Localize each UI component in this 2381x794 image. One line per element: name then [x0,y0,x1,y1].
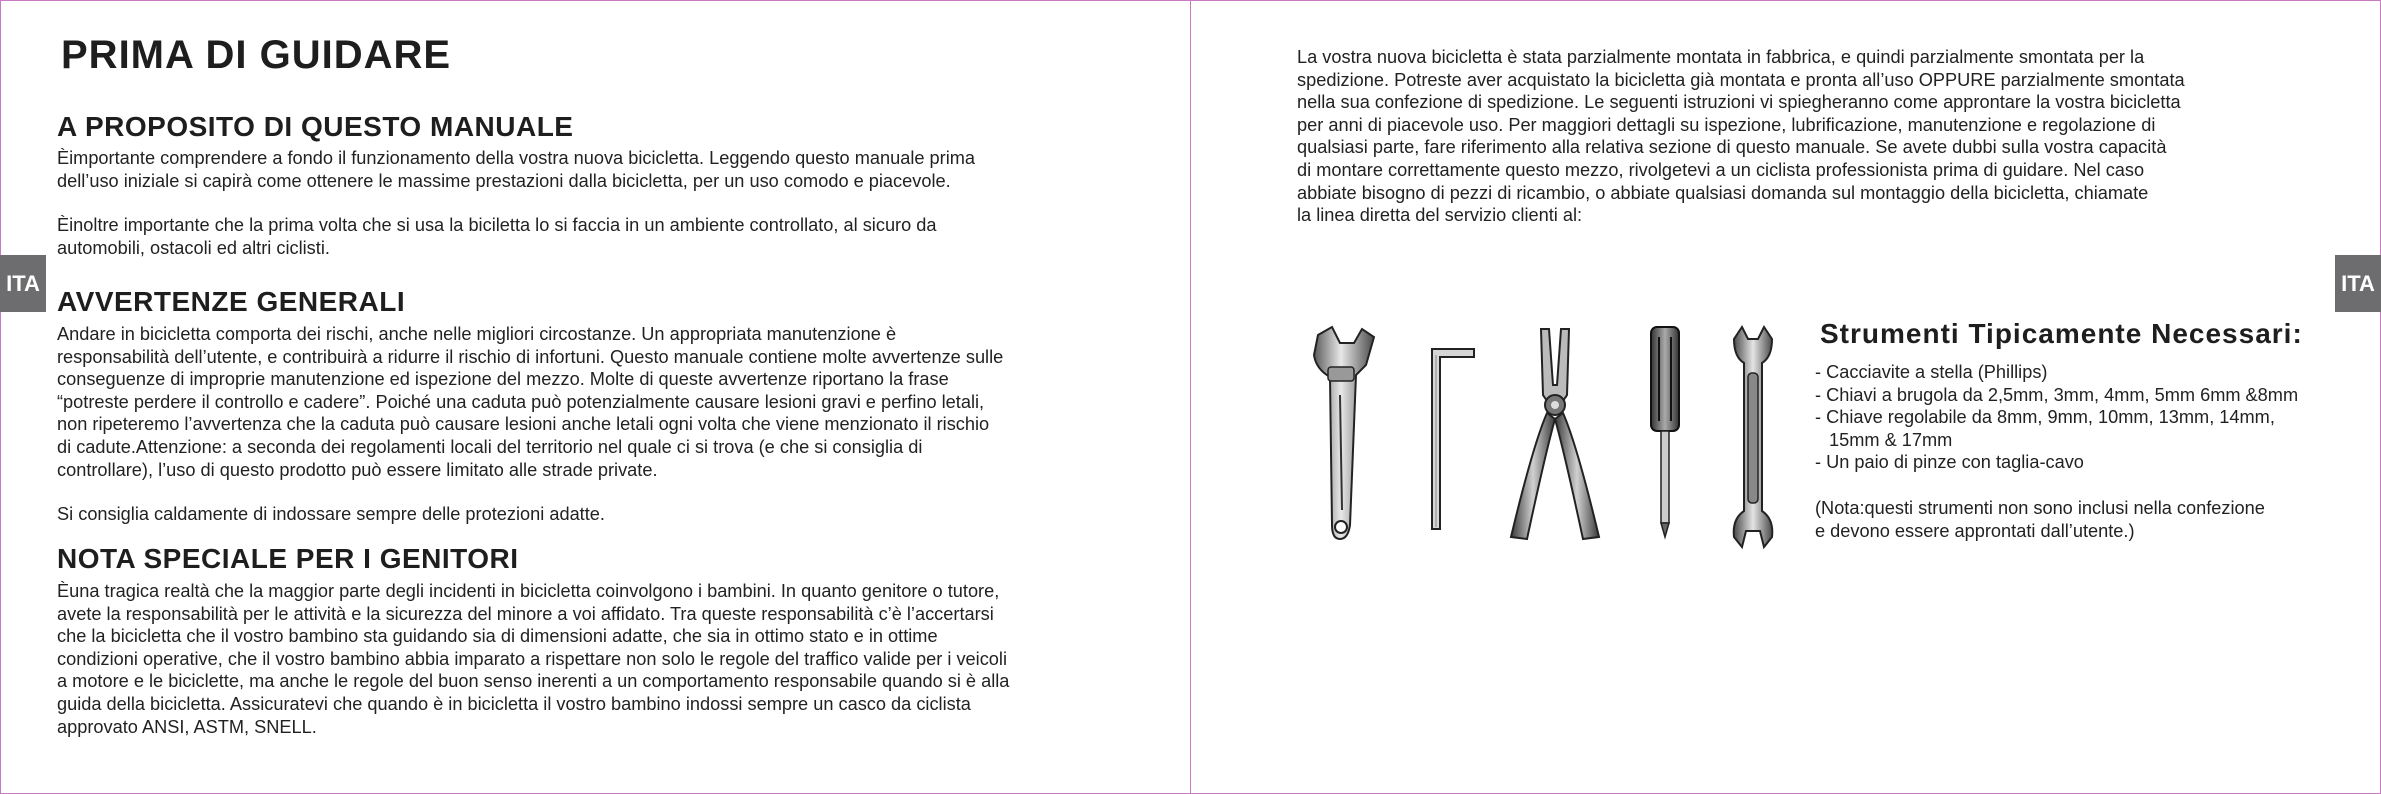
tool-item-screwdriver: - Cacciavite a stella (Phillips) [1815,362,2048,382]
page-title: PRIMA DI GUIDARE [61,33,452,77]
tools-list [1815,361,2298,474]
section-heading-manuale: A PROPOSITO DI QUESTO MANUALE [57,111,574,142]
language-tab-left: ITA [0,255,46,312]
paragraph-manuale-2: Èinoltre importante che la prima volta che si usa la biciletta lo si faccia in un ambiente controllato, al sicuro da automobili, ostacoli ed altri ciclisti. [57,215,937,258]
paragraph-avvertenze-2: Si consiglia caldamente di indossare sempre delle protezioni adatte. [57,504,605,524]
tool-item-pliers: - Un paio di pinze con taglia-cavo [1815,452,2084,473]
tool-item-allen-keys: - Chiavi a brugola da 2,5mm, 3mm, 4mm, 5mm 6mm &8mm [1815,384,2299,405]
intro-paragraph: La vostra nuova bicicletta è stata parzialmente montata in fabbrica, e quindi parzialmente smontata per la spedizione. Potreste aver acquistato la bicicletta già montata e pronta all’uso OPPURE parzialmente smontata nella sua confezione di spedizione. Le seguenti istruzioni vi spiegheranno come approntare la vostra bicicletta per anni di piacevole uso. Per maggiori dettagli su ispezione, lubrificazione, manutenzione e regolazione di qualsiasi parte, fare riferimento alla relativa sezione di questo manuale. Se avete dubbi sulla vostra capacità di montare correttamente questo mezzo, rivolgetevi a un ciclista professionista prima di guidare. Nel caso abbiate bisogno di pezzi di ricambio, o abbiate qualsiasi domanda sul montaggio della bicicletta, chiamate la linea diretta del servizio clienti al: [1297,47,2185,226]
paragraph-manuale-1: Èimportante comprendere a fondo il funzionamento della vostra nuova bicicletta. Leggendo questo manuale prima dell’uso iniziale si capirà come ottenere le massime prestazioni dalla bicicletta, per un uso comodo e piacevole. [57,148,976,191]
paragraph-genitori: Èuna tragica realtà che la maggior parte degli incidenti in bicicletta coinvolgono i bambini. In quanto genitore o tutore, avete la responsabilità per le attività e la sicurezza del minore a voi affidato. Tra queste responsabilità c’è l’accertarsi che la bicicletta che il vostro bambino sta guidando sia di dimensioni adatte, che sia in ottimo stato e in ottime condizioni operative, che il vostro bambino abbia imparato a rispettare non solo le regole del traffico valide per i veicoli a motore e le biciclette, ma anche le regole del buon senso inerenti a un comportamento responsabile quando si è alla guida della bicicletta. Assicuratevi che quando è in bicicletta il vostro bambino indossi sempre un casco da ciclista approvato ANSI, ASTM, SNELL. [57,581,1010,737]
paragraph-avvertenze-1: Andare in bicicletta comporta dei rischi, anche nelle migliori circostanze. Un appropriata manutenzione è responsabilità dell’utente, e contribuirà a ridurre il rischio di infortuni. Questo manuale contiene molte avvertenze sulle conseguenze di improprie manutenzione ed ispezione del mezzo. Molte di queste avvertenze riportano la frase “potreste perdere il controllo e cadere”. Poiché una caduta può potenzialmente causare lesioni gravi e perfino letali, non ripeteremo l’avvertenza che la caduta può causare lesioni anche letali ogni volta che viene menzionato il rischio di cadute.Attenzione: a seconda dei regolamenti locali del territorio nel quale ci si trova (e che si consiglia di controllare), l’uso di questo prodotto può essere limitato alle strade private. [57,324,1004,480]
tools-note: (Nota:questi strumenti non sono inclusi nella confezione e devono essere approntati dall’utente.) [1815,498,2265,541]
language-tab-right: ITA [2335,255,2381,312]
spread-divider [1190,0,1191,794]
combination-wrench-icon [1728,325,1778,550]
pliers-icon [1505,325,1605,545]
section-heading-genitori: NOTA SPECIALE PER I GENITORI [57,543,519,574]
section-heading-avvertenze: AVVERTENZE GENERALI [57,286,406,317]
tools-heading: Strumenti Tipicamente Necessari: [1820,318,2303,349]
allen-key-icon [1420,345,1480,535]
screwdriver-icon [1645,325,1685,540]
tool-item-adjustable-wrench: - Chiave regolabile da 8mm, 9mm, 10mm, 13mm, 14mm, [1815,407,2275,428]
adjustable-wrench-icon [1310,325,1380,545]
tool-item-adjustable-wrench-cont: 15mm & 17mm [1829,429,1953,450]
